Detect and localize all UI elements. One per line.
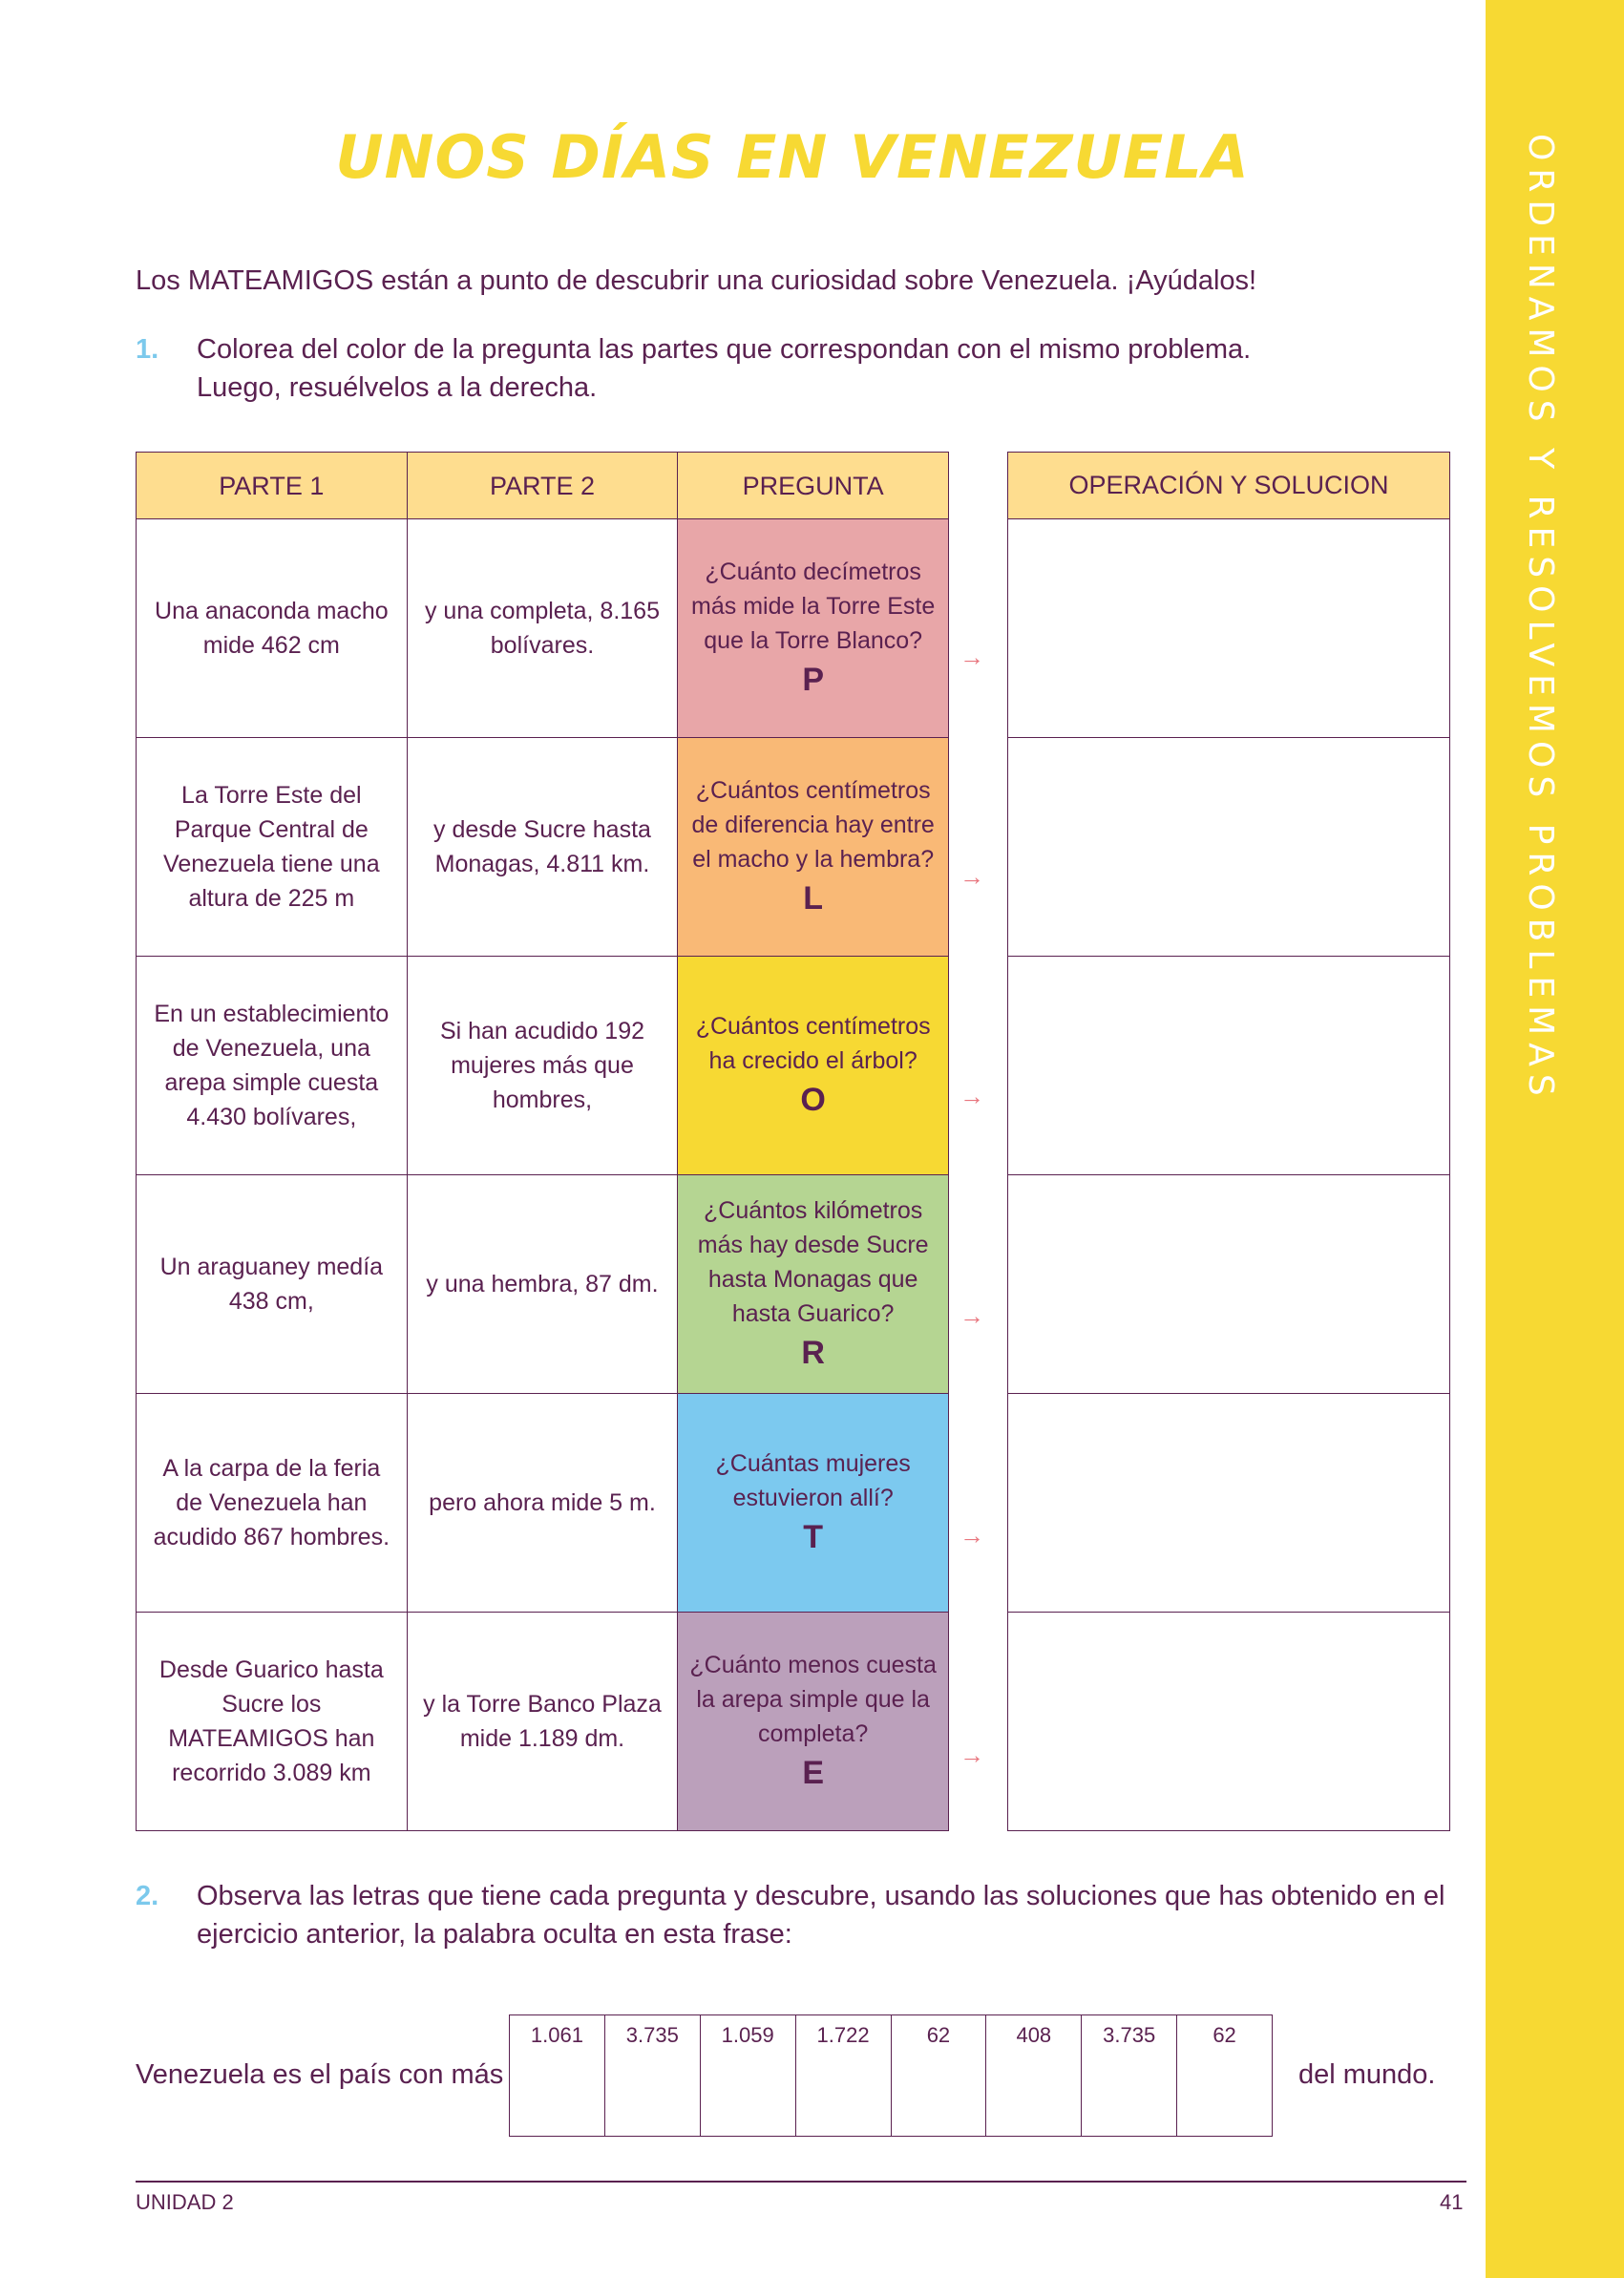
exercise-1 <box>136 330 1251 407</box>
solution-cell[interactable] <box>1008 957 1450 1175</box>
code-cell[interactable]: 62 <box>891 2015 986 2137</box>
table-row <box>137 1394 949 1613</box>
exercise-1-line1: Colorea del color de la pregunta las partes que correspondan con el mismo problema. <box>197 334 1252 365</box>
footer-unit: UNIDAD 2 <box>136 2190 234 2214</box>
pregunta-letter: R <box>801 1335 825 1371</box>
parte-1-cell[interactable]: Desde Guarico hasta Sucre los MATEAMIGOS han recorrido 3.089 km <box>137 1613 408 1831</box>
pregunta-letter: L <box>803 880 824 917</box>
table-row <box>137 738 949 957</box>
code-cell[interactable]: 62 <box>1177 2015 1273 2137</box>
arrow-icon: → <box>960 643 984 671</box>
pregunta-text: ¿Cuántas mujeres estuvieron allí? <box>715 1450 911 1511</box>
footer-divider <box>136 2181 1466 2183</box>
pregunta-text: ¿Cuántos centímetros de diferencia hay entre el macho y la hembra? <box>691 777 935 873</box>
parte-1-cell[interactable]: En un establecimiento de Venezuela, una arepa simple cuesta 4.430 bolívares, <box>137 957 408 1175</box>
solution-cell[interactable] <box>1008 1394 1450 1613</box>
code-cell[interactable]: 1.061 <box>510 2015 605 2137</box>
intro-text: Los MATEAMIGOS están a punto de descubrir una curiosidad sobre Venezuela. ¡Ayúdalos! <box>136 265 1257 296</box>
header-pregunta: PREGUNTA <box>678 453 949 519</box>
exercise-1-number: 1. <box>136 334 159 365</box>
arrow-icon: → <box>960 1521 984 1550</box>
sentence-after: del mundo. <box>1298 2059 1436 2090</box>
page-number: 41 <box>1440 2190 1464 2214</box>
parte-2-cell[interactable]: y una completa, 8.165 bolívares. <box>407 519 678 738</box>
exercise-2-line1: Observa las letras que tiene cada pregunta y descubre, usando las soluciones que has obtenido en el <box>197 1881 1445 1911</box>
parte-1-cell[interactable]: Un araguaney medía 438 cm, <box>137 1175 408 1394</box>
pregunta-cell <box>678 1175 949 1394</box>
parte-1-cell[interactable]: A la carpa de la feria de Venezuela han acudido 867 hombres. <box>137 1394 408 1613</box>
parte-1-cell[interactable]: La Torre Este del Parque Central de Venezuela tiene una altura de 225 m <box>137 738 408 957</box>
pregunta-text: ¿Cuántos centímetros ha crecido el árbol? <box>695 1013 931 1074</box>
parte-2-cell[interactable]: Si han acudido 192 mujeres más que hombres, <box>407 957 678 1175</box>
problem-table <box>136 452 949 1831</box>
sidebar-label: ORDENAMOS Y RESOLVEMOS PROBLEMAS <box>1521 134 1560 1104</box>
parte-2-cell[interactable]: y una hembra, 87 dm. <box>407 1175 678 1394</box>
exercise-2-line2: ejercicio anterior, la palabra oculta en esta frase: <box>197 1919 792 1950</box>
solution-cell[interactable] <box>1008 1613 1450 1831</box>
header-solucion: OPERACIÓN Y SOLUCION <box>1008 453 1450 519</box>
pregunta-cell <box>678 957 949 1175</box>
code-cell[interactable]: 3.735 <box>604 2015 700 2137</box>
pregunta-text: ¿Cuánto menos cuesta la arepa simple que la completa? <box>689 1652 937 1747</box>
code-cell[interactable]: 3.735 <box>1082 2015 1177 2137</box>
exercise-2 <box>136 1877 1445 1953</box>
table-row <box>137 519 949 738</box>
parte-1-cell[interactable]: Una anaconda macho mide 462 cm <box>137 519 408 738</box>
solution-cell[interactable] <box>1008 1175 1450 1394</box>
header-parte-1: PARTE 1 <box>137 453 408 519</box>
pregunta-letter: P <box>802 662 824 698</box>
exercise-2-number: 2. <box>136 1881 159 1911</box>
header-parte-2: PARTE 2 <box>407 453 678 519</box>
table-row <box>137 957 949 1175</box>
arrow-icon: → <box>960 1301 984 1330</box>
pregunta-cell <box>678 738 949 957</box>
page-title: UNOS DÍAS EN VENEZUELA <box>335 122 1250 192</box>
arrow-icon: → <box>960 1082 984 1110</box>
code-cell[interactable]: 408 <box>986 2015 1082 2137</box>
solution-cell[interactable] <box>1008 519 1450 738</box>
table-row <box>137 1175 949 1394</box>
code-cell[interactable]: 1.722 <box>795 2015 891 2137</box>
pregunta-text: ¿Cuántos kilómetros más hay desde Sucre hasta Monagas que hasta Guarico? <box>697 1197 929 1327</box>
arrow-icon: → <box>960 862 984 891</box>
pregunta-letter: O <box>800 1082 826 1118</box>
parte-2-cell[interactable]: y la Torre Banco Plaza mide 1.189 dm. <box>407 1613 678 1831</box>
pregunta-cell <box>678 1613 949 1831</box>
code-table <box>509 2014 1273 2137</box>
parte-2-cell[interactable]: pero ahora mide 5 m. <box>407 1394 678 1613</box>
arrow-icon: → <box>960 1740 984 1769</box>
solution-table <box>1007 452 1450 1831</box>
code-cell[interactable]: 1.059 <box>700 2015 795 2137</box>
parte-2-cell[interactable]: y desde Sucre hasta Monagas, 4.811 km. <box>407 738 678 957</box>
table-row <box>137 1613 949 1831</box>
pregunta-text: ¿Cuánto decímetros más mide la Torre Este que la Torre Blanco? <box>691 559 936 654</box>
solution-cell[interactable] <box>1008 738 1450 957</box>
sentence-before: Venezuela es el país con más <box>136 2059 504 2090</box>
pregunta-letter: T <box>803 1519 824 1555</box>
pregunta-letter: E <box>802 1755 824 1791</box>
exercise-1-line2: Luego, resuélvelos a la derecha. <box>197 372 598 403</box>
pregunta-cell <box>678 519 949 738</box>
pregunta-cell <box>678 1394 949 1613</box>
